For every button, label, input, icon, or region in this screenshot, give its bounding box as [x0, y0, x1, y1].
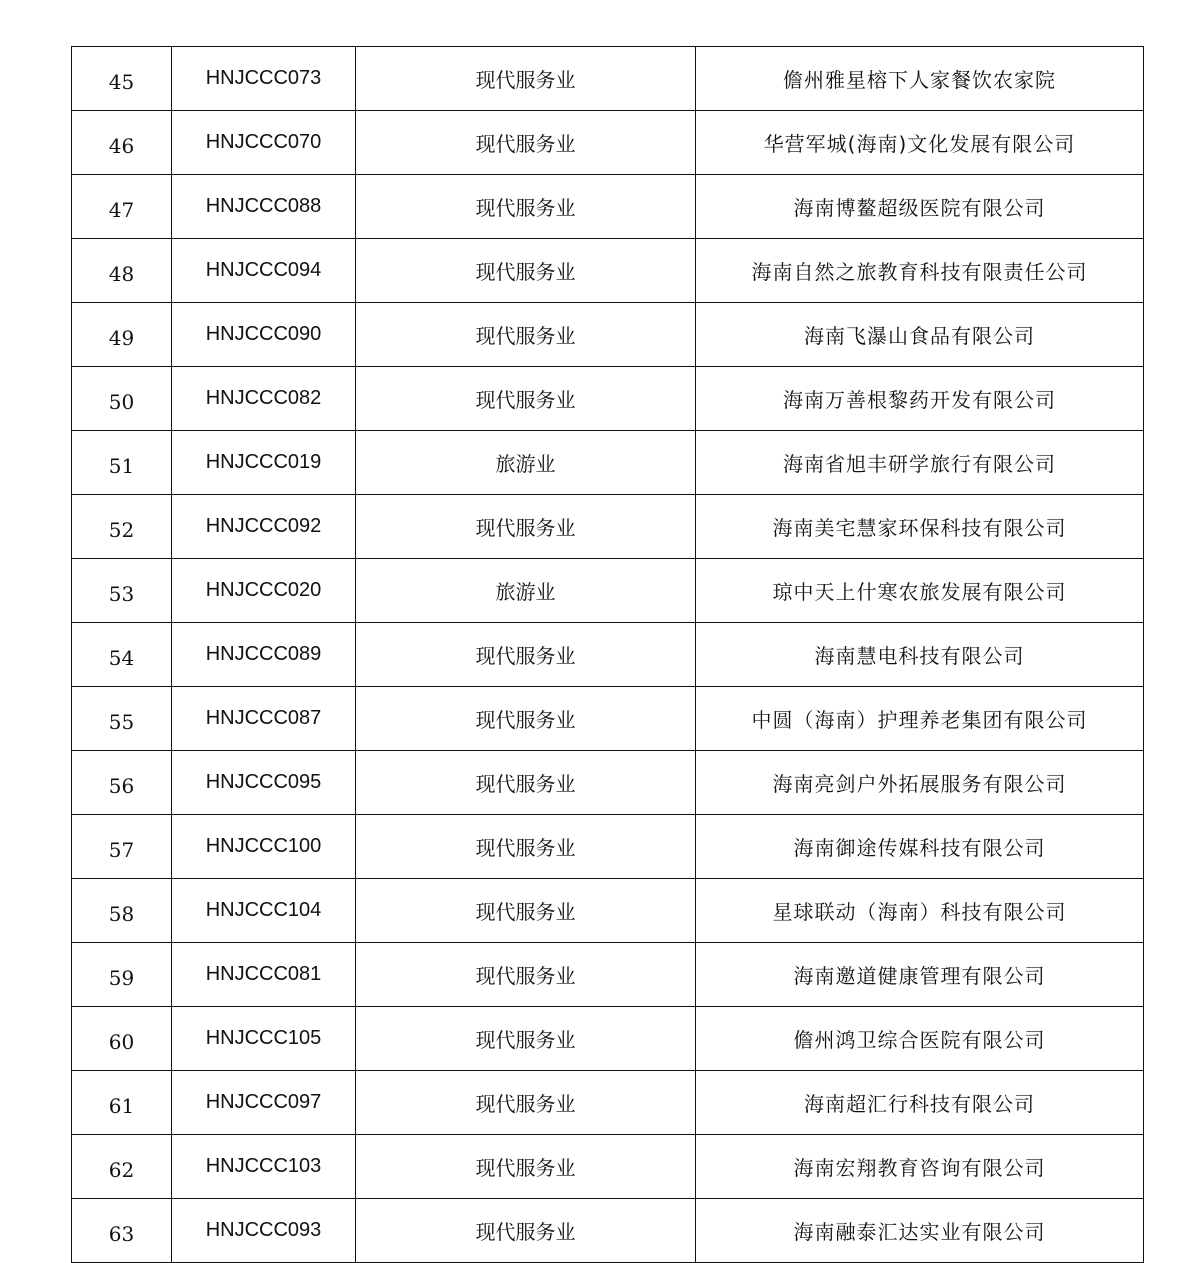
- cell-code: HNJCCC073: [172, 47, 356, 111]
- cell-number: 58: [72, 879, 172, 943]
- cell-number: 59: [72, 943, 172, 1007]
- cell-company: 中圆（海南）护理养老集团有限公司: [696, 687, 1144, 751]
- cell-number: 55: [72, 687, 172, 751]
- cell-industry: 现代服务业: [356, 111, 696, 175]
- cell-number: 63: [72, 1199, 172, 1263]
- cell-industry: 现代服务业: [356, 751, 696, 815]
- table-row: [72, 1199, 1144, 1263]
- cell-code: HNJCCC019: [172, 431, 356, 495]
- cell-company: 星球联动（海南）科技有限公司: [696, 879, 1144, 943]
- cell-number: 46: [72, 111, 172, 175]
- cell-number: 56: [72, 751, 172, 815]
- cell-code: HNJCCC092: [172, 495, 356, 559]
- cell-industry: 现代服务业: [356, 1199, 696, 1263]
- cell-code: HNJCCC081: [172, 943, 356, 1007]
- cell-industry: 现代服务业: [356, 1007, 696, 1071]
- table-row: [72, 559, 1144, 623]
- table-row: [72, 47, 1144, 111]
- cell-number: 61: [72, 1071, 172, 1135]
- cell-code: HNJCCC082: [172, 367, 356, 431]
- cell-company: 海南邀道健康管理有限公司: [696, 943, 1144, 1007]
- cell-code: HNJCCC103: [172, 1135, 356, 1199]
- cell-industry: 现代服务业: [356, 495, 696, 559]
- cell-company: 海南超汇行科技有限公司: [696, 1071, 1144, 1135]
- cell-number: 47: [72, 175, 172, 239]
- table-row: [72, 623, 1144, 687]
- table-row: [72, 111, 1144, 175]
- cell-number: 45: [72, 47, 172, 111]
- cell-company: 海南美宅慧家环保科技有限公司: [696, 495, 1144, 559]
- enterprise-table: [71, 46, 1144, 1263]
- cell-company: 海南融泰汇达实业有限公司: [696, 1199, 1144, 1263]
- table-row: [72, 303, 1144, 367]
- cell-company: 海南亮剑户外拓展服务有限公司: [696, 751, 1144, 815]
- cell-industry: 现代服务业: [356, 367, 696, 431]
- cell-code: HNJCCC100: [172, 815, 356, 879]
- cell-code: HNJCCC104: [172, 879, 356, 943]
- cell-number: 62: [72, 1135, 172, 1199]
- cell-number: 57: [72, 815, 172, 879]
- cell-code: HNJCCC105: [172, 1007, 356, 1071]
- cell-code: HNJCCC088: [172, 175, 356, 239]
- table-body: [72, 47, 1144, 1263]
- table-row: [72, 1007, 1144, 1071]
- cell-industry: 现代服务业: [356, 879, 696, 943]
- cell-industry: 旅游业: [356, 431, 696, 495]
- cell-company: 海南飞瀑山食品有限公司: [696, 303, 1144, 367]
- table-row: [72, 815, 1144, 879]
- cell-code: HNJCCC020: [172, 559, 356, 623]
- table-row: [72, 367, 1144, 431]
- cell-industry: 现代服务业: [356, 623, 696, 687]
- table-row: [72, 175, 1144, 239]
- table-row: [72, 751, 1144, 815]
- cell-company: 海南省旭丰研学旅行有限公司: [696, 431, 1144, 495]
- cell-number: 52: [72, 495, 172, 559]
- cell-company: 海南博鳌超级医院有限公司: [696, 175, 1144, 239]
- cell-number: 54: [72, 623, 172, 687]
- cell-industry: 现代服务业: [356, 1071, 696, 1135]
- cell-code: HNJCCC097: [172, 1071, 356, 1135]
- cell-number: 48: [72, 239, 172, 303]
- table-row: [72, 239, 1144, 303]
- cell-number: 60: [72, 1007, 172, 1071]
- cell-company: 海南御途传媒科技有限公司: [696, 815, 1144, 879]
- cell-company: 华营军城(海南)文化发展有限公司: [696, 111, 1144, 175]
- cell-company: 海南慧电科技有限公司: [696, 623, 1144, 687]
- cell-company: 海南万善根黎药开发有限公司: [696, 367, 1144, 431]
- cell-company: 儋州雅星榕下人家餐饮农家院: [696, 47, 1144, 111]
- table-row: [72, 1135, 1144, 1199]
- cell-code: HNJCCC093: [172, 1199, 356, 1263]
- cell-number: 51: [72, 431, 172, 495]
- cell-industry: 旅游业: [356, 559, 696, 623]
- cell-company: 海南自然之旅教育科技有限责任公司: [696, 239, 1144, 303]
- cell-code: HNJCCC089: [172, 623, 356, 687]
- table-row: [72, 943, 1144, 1007]
- cell-industry: 现代服务业: [356, 687, 696, 751]
- cell-industry: 现代服务业: [356, 47, 696, 111]
- cell-code: HNJCCC090: [172, 303, 356, 367]
- cell-industry: 现代服务业: [356, 1135, 696, 1199]
- cell-industry: 现代服务业: [356, 815, 696, 879]
- cell-number: 53: [72, 559, 172, 623]
- cell-industry: 现代服务业: [356, 943, 696, 1007]
- cell-company: 海南宏翔教育咨询有限公司: [696, 1135, 1144, 1199]
- cell-industry: 现代服务业: [356, 239, 696, 303]
- cell-number: 50: [72, 367, 172, 431]
- cell-company: 琼中天上什寒农旅发展有限公司: [696, 559, 1144, 623]
- cell-industry: 现代服务业: [356, 175, 696, 239]
- cell-number: 49: [72, 303, 172, 367]
- cell-code: HNJCCC095: [172, 751, 356, 815]
- cell-code: HNJCCC087: [172, 687, 356, 751]
- cell-code: HNJCCC094: [172, 239, 356, 303]
- cell-company: 儋州鸿卫综合医院有限公司: [696, 1007, 1144, 1071]
- table-row: [72, 687, 1144, 751]
- table-row: [72, 879, 1144, 943]
- cell-code: HNJCCC070: [172, 111, 356, 175]
- table-row: [72, 431, 1144, 495]
- table-row: [72, 1071, 1144, 1135]
- cell-industry: 现代服务业: [356, 303, 696, 367]
- table-row: [72, 495, 1144, 559]
